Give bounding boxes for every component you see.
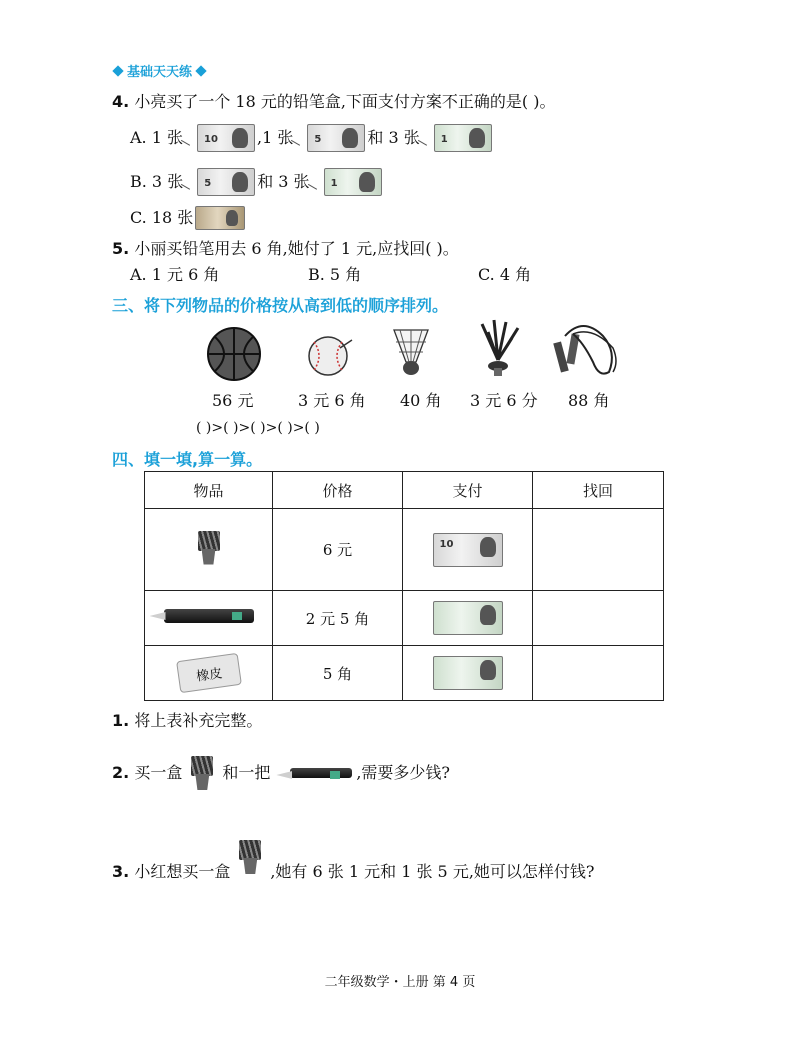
sub-question-3-part1: 小红想买一盒 bbox=[134, 862, 231, 881]
pencil-cup-icon bbox=[195, 531, 223, 565]
price-jump-rope: 88 角 bbox=[568, 391, 610, 410]
jump-rope-icon bbox=[553, 322, 623, 378]
item-utility-knife-cell bbox=[145, 591, 273, 646]
option-b-prefix: B. 3 张 bbox=[130, 172, 184, 191]
basketball-icon bbox=[206, 326, 262, 382]
pencil-cup-icon bbox=[188, 756, 216, 790]
five-yuan-note-icon: 5 bbox=[197, 168, 255, 196]
sub-question-3-part2: ,她有 6 张 1 元和 1 张 5 元,她可以怎样付钱? bbox=[270, 862, 595, 881]
question-4-option-c bbox=[130, 206, 247, 230]
ten-yuan-note-icon: 10 bbox=[433, 533, 503, 567]
table-header-row bbox=[145, 472, 664, 509]
option-a-prefix: A. 1 张 bbox=[130, 128, 183, 147]
sub-question-2-number: 2. bbox=[112, 763, 130, 782]
question-4-option-a bbox=[130, 124, 494, 152]
question-5-option-c: C. 4 角 bbox=[478, 265, 532, 284]
pay-cell bbox=[403, 509, 533, 591]
one-yuan-note-icon bbox=[433, 656, 503, 690]
sub-question-2 bbox=[112, 756, 450, 790]
price-basketball: 56 元 bbox=[212, 391, 254, 410]
item-eraser-cell bbox=[145, 646, 273, 701]
pointer-line-icon bbox=[418, 131, 432, 146]
header-pay: 支付 bbox=[403, 472, 533, 509]
option-b-mid: 和 3 张 bbox=[257, 172, 310, 191]
pointer-line-icon bbox=[181, 175, 195, 190]
pointer-line-icon bbox=[291, 131, 305, 146]
price-cell: 2 元 5 角 bbox=[273, 591, 403, 646]
option-c-prefix: C. 18 张 bbox=[130, 208, 194, 227]
pay-cell bbox=[403, 646, 533, 701]
pointer-line-icon bbox=[307, 175, 321, 190]
baseball-icon bbox=[306, 334, 354, 378]
diamond-right-icon bbox=[195, 65, 206, 76]
five-yuan-note-icon: 5 bbox=[307, 124, 365, 152]
question-5-text: 小丽买铅笔用去 6 角,她付了 1 元,应找回( )。 bbox=[134, 239, 459, 258]
price-cell: 5 角 bbox=[273, 646, 403, 701]
one-yuan-note-icon: 1 bbox=[324, 168, 382, 196]
table-row bbox=[145, 646, 664, 701]
question-5-option-a: A. 1 元 6 角 bbox=[130, 265, 220, 284]
price-shuttlecock: 40 角 bbox=[400, 391, 442, 410]
one-jiao-note-icon bbox=[195, 206, 245, 230]
table-row bbox=[145, 591, 664, 646]
sub-question-1-number: 1. bbox=[112, 711, 130, 730]
table-row bbox=[145, 509, 664, 591]
price-baseball: 3 元 6 角 bbox=[298, 391, 366, 410]
question-5-option-b: B. 5 角 bbox=[308, 265, 362, 284]
price-table bbox=[144, 471, 664, 701]
practice-tag-text: 基础天天练 bbox=[127, 65, 193, 80]
change-cell[interactable] bbox=[533, 509, 664, 591]
sub-question-1 bbox=[112, 711, 262, 731]
change-cell[interactable] bbox=[533, 646, 664, 701]
ten-yuan-note-icon: 10 bbox=[197, 124, 255, 152]
order-answer-line: ( )>( )>( )>( )>( ) bbox=[196, 420, 320, 436]
change-cell[interactable] bbox=[533, 591, 664, 646]
sub-question-3 bbox=[112, 862, 595, 882]
shuttlecock-icon bbox=[388, 326, 434, 378]
practice-tag bbox=[112, 61, 207, 80]
pay-cell bbox=[403, 591, 533, 646]
diamond-left-icon bbox=[112, 65, 123, 76]
eraser-icon: 橡皮 bbox=[176, 653, 242, 693]
sub-question-3-number: 3. bbox=[112, 862, 130, 881]
question-5 bbox=[112, 239, 459, 259]
pencil-cup-icon bbox=[236, 840, 264, 874]
header-price: 价格 bbox=[273, 472, 403, 509]
question-4-number: 4. bbox=[112, 92, 130, 111]
price-jianzi: 3 元 6 分 bbox=[470, 391, 538, 410]
sub-question-2-part3: ,需要多少钱? bbox=[356, 763, 451, 782]
option-a-mid2: 和 3 张 bbox=[367, 128, 420, 147]
pointer-line-icon bbox=[181, 131, 195, 146]
sub-question-1-text: 将上表补充完整。 bbox=[134, 711, 263, 730]
sub-question-2-part1: 买一盒 bbox=[134, 763, 183, 782]
option-a-mid1: ,1 张 bbox=[257, 128, 294, 147]
question-5-number: 5. bbox=[112, 239, 130, 258]
section-3-title: 三、将下列物品的价格按从高到低的顺序排列。 bbox=[112, 296, 449, 315]
jianzi-icon bbox=[472, 318, 524, 380]
header-change: 找回 bbox=[533, 472, 664, 509]
price-cell: 6 元 bbox=[273, 509, 403, 591]
question-4-option-b bbox=[130, 168, 384, 196]
one-yuan-note-icon: 1 bbox=[434, 124, 492, 152]
section-4-title: 四、填一填,算一算。 bbox=[112, 450, 263, 469]
one-yuan-note-icon bbox=[433, 601, 503, 635]
item-pencil-cup-cell bbox=[145, 509, 273, 591]
header-item: 物品 bbox=[145, 472, 273, 509]
page-footer: 二年级数学・上册 第 4 页 bbox=[324, 975, 476, 990]
sub-question-2-part2: 和一把 bbox=[222, 763, 271, 782]
question-4-text: 小亮买了一个 18 元的铅笔盒,下面支付方案不正确的是( )。 bbox=[134, 92, 556, 111]
utility-knife-icon bbox=[290, 768, 352, 778]
question-4 bbox=[112, 92, 556, 112]
utility-knife-icon bbox=[164, 609, 254, 623]
